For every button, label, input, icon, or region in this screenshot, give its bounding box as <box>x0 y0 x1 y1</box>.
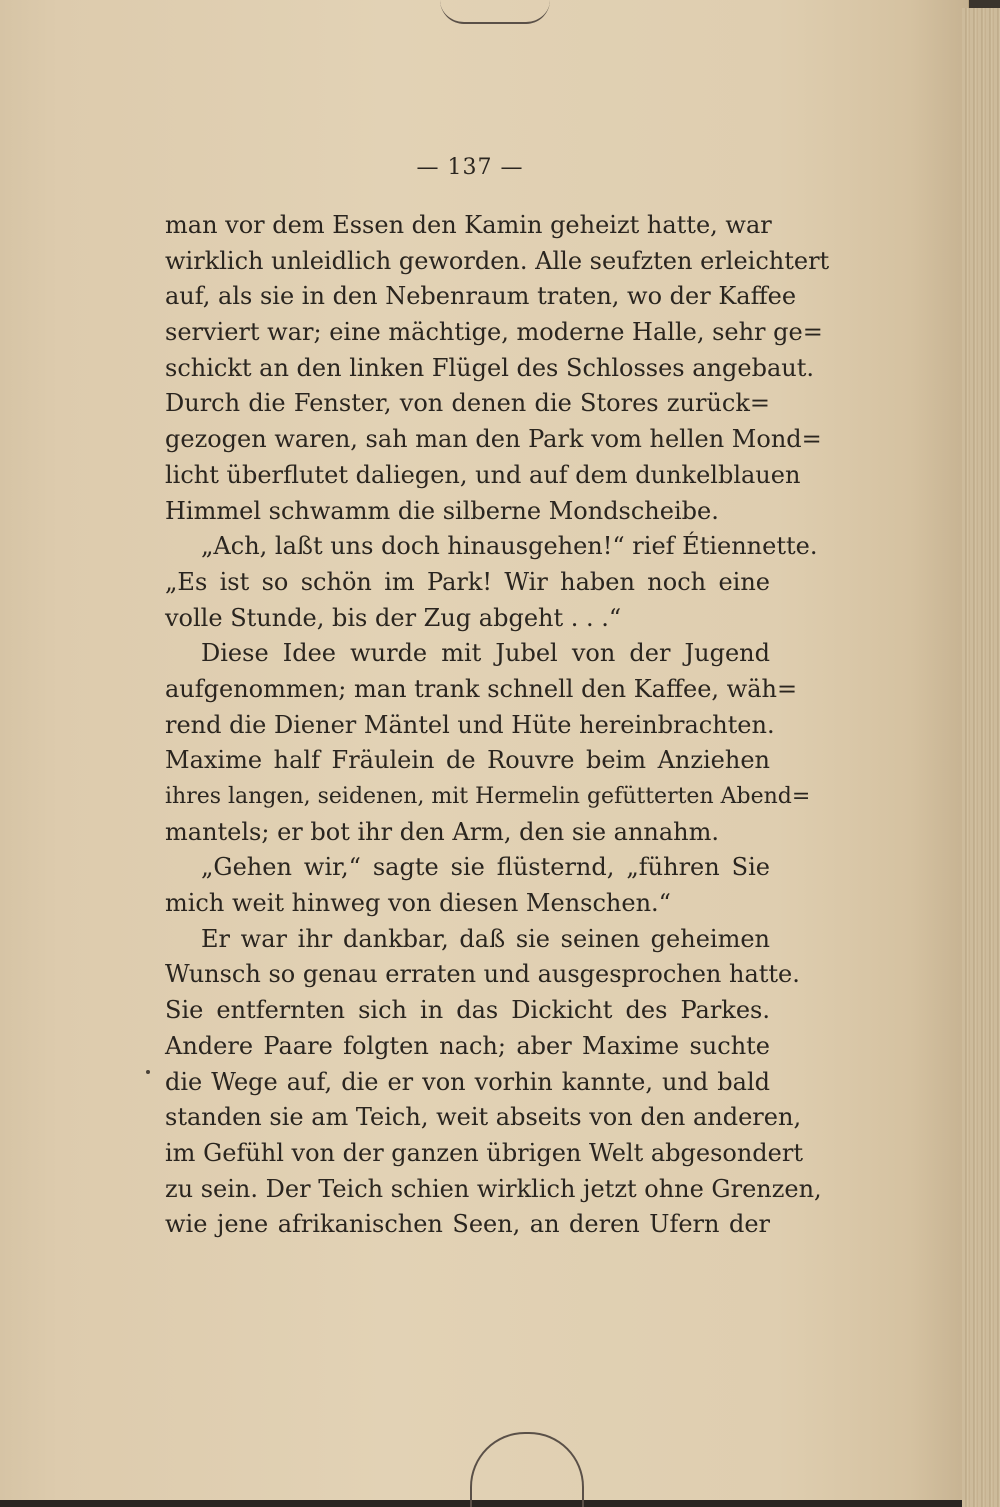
text-line: Himmel schwamm die silberne Mondscheibe. <box>165 496 719 525</box>
text-line: rend die Diener Mäntel und Hüte hereinbrachten. <box>165 710 775 739</box>
text-line: mich weit hinweg von diesen Menschen.“ <box>165 889 671 918</box>
text-line: Sie entfernten sich in das Dickicht des Parkes. <box>165 996 770 1025</box>
text-line: mantels; er bot ihr den Arm, den sie annahm. <box>165 817 720 846</box>
page-number: — 137 — <box>416 155 524 180</box>
text-line: schickt an den linken Flügel des Schlosses angebaut. <box>165 353 814 382</box>
text-line: wirklich unleidlich geworden. Alle seufzten erleichtert <box>165 246 830 275</box>
text-line: volle Stunde, bis der Zug abgeht . . .“ <box>165 603 622 632</box>
text-line: „Ach, laßt uns doch hinausgehen!“ rief Étiennette. <box>201 532 818 561</box>
text-line: „Gehen wir,“ sagte sie flüsternd, „führen Sie <box>201 853 770 882</box>
clip-bottom-marking <box>470 1432 584 1507</box>
text-line: Wunsch so genau erraten und ausgesprochen hatte. <box>165 960 800 989</box>
text-line: auf, als sie in den Nebenraum traten, wo der Kaffee <box>165 282 797 311</box>
text-line: wie jene afrikanischen Seen, an deren Ufern der <box>165 1210 770 1239</box>
text-line: Diese Idee wurde mit Jubel von der Jugend <box>201 639 770 668</box>
text-line: licht überflutet daliegen, und auf dem dunkelblauen <box>165 460 801 489</box>
text-line: Er war ihr dankbar, daß sie seinen geheimen <box>201 924 770 953</box>
text-line: standen sie am Teich, weit abseits von den anderen, <box>165 1103 802 1132</box>
text-line: gezogen waren, sah man den Park vom hellen Mond= <box>165 425 822 454</box>
text-line: ihres langen, seidenen, mit Hermelin gefütterten Abend= <box>165 784 811 809</box>
text-line: „Es ist so schön im Park! Wir haben noch eine <box>165 567 770 596</box>
text-line: die Wege auf, die er von vorhin kannte, und bald <box>165 1067 770 1096</box>
margin-dot <box>146 1070 150 1074</box>
text-line: Andere Paare folgten nach; aber Maxime suchte <box>165 1031 770 1060</box>
text-line: im Gefühl von der ganzen übrigen Welt abgesondert <box>165 1138 803 1167</box>
body-text <box>165 208 830 1243</box>
clip-top-marking <box>440 0 550 24</box>
text-line: serviert war; eine mächtige, moderne Halle, sehr ge= <box>165 318 823 347</box>
text-line: aufgenommen; man trank schnell den Kaffee, wäh= <box>165 674 798 703</box>
page-stack-edges <box>962 8 1000 1507</box>
text-line: man vor dem Essen den Kamin geheizt hatte, war <box>165 211 772 239</box>
text-line: Maxime half Fräulein de Rouvre beim Anziehen <box>165 746 770 775</box>
text-line: Durch die Fenster, von denen die Stores zurück= <box>165 389 770 418</box>
text-line: zu sein. Der Teich schien wirklich jetzt ohne Grenzen, <box>165 1174 822 1203</box>
